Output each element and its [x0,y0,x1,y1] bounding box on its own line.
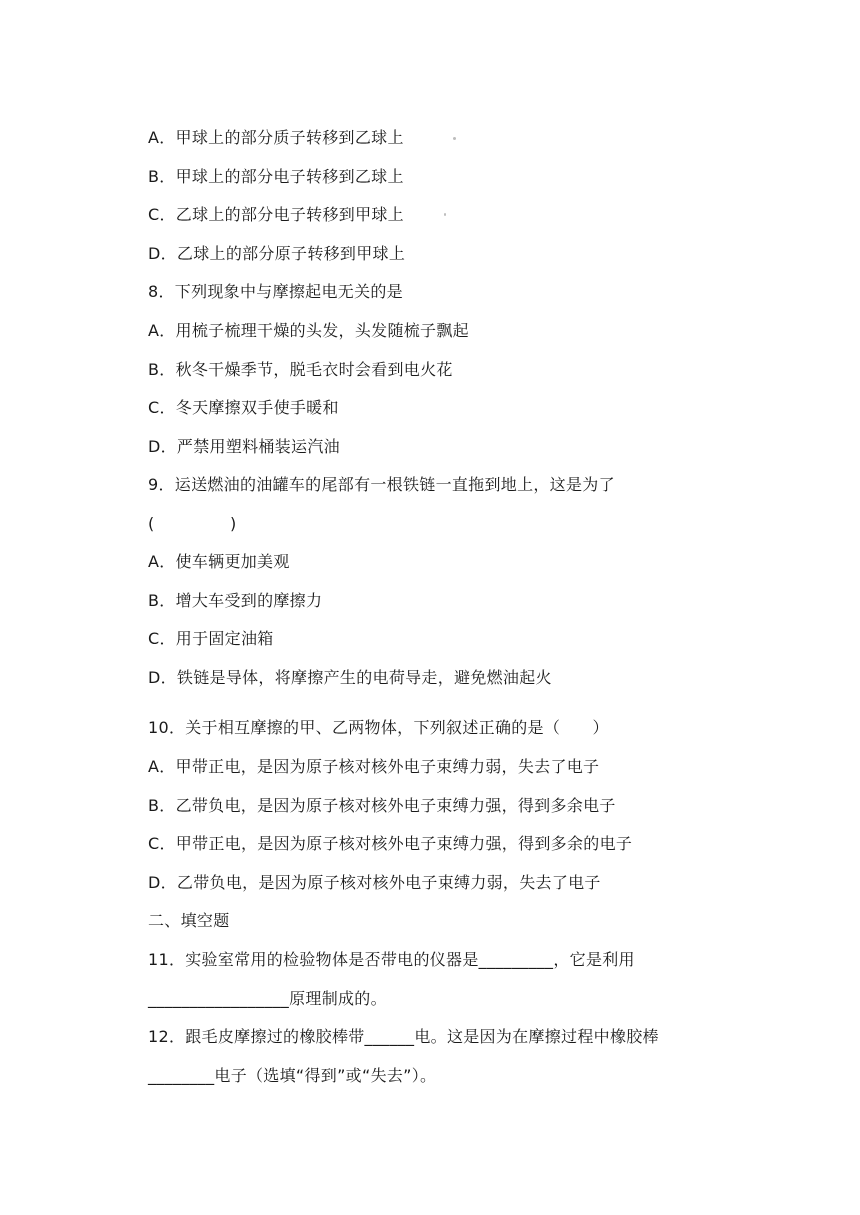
question-12: 12．跟毛皮摩擦过的橡胶棒带______电。这是因为在摩擦过程中橡胶棒 [148,1027,659,1046]
question-12-continued: ________电子（选填“得到”或“失去”）。 [148,1066,437,1085]
question-9-answer-bracket: ( ) [148,514,237,533]
option-a-q9: A．使车辆更加美观 [148,552,290,571]
option-c-q10: C．甲带正电，是因为原子核对核外电子束缚力强，得到多余的电子 [148,834,633,853]
option-d-q8: D．严禁用塑料桶装运汽油 [148,437,340,456]
question-9: 9．运送燃油的油罐车的尾部有一根铁链一直拖到地上，这是为了 [148,475,615,494]
question-10: 10．关于相互摩擦的甲、乙两物体，下列叙述正确的是（ ） [148,718,609,737]
option-b-q9: B．增大车受到的摩擦力 [148,591,323,610]
question-8: 8．下列现象中与摩擦起电无关的是 [148,282,403,301]
option-d-q7: D．乙球上的部分原子转移到甲球上 [148,244,406,263]
scan-speck [453,137,456,140]
question-11: 11．实验室常用的检验物体是否带电的仪器是_________，它是利用 [148,950,635,969]
option-a-q8: A．用梳子梳理干燥的头发，头发随梳子飘起 [148,321,469,340]
option-c-q8: C．冬天摩擦双手使手暖和 [148,398,339,417]
option-a-q10: A．甲带正电，是因为原子核对核外电子束缚力弱，失去了电子 [148,757,600,776]
question-11-continued: _________________原理制成的。 [148,989,387,1008]
option-c-q9: C．用于固定油箱 [148,629,274,648]
option-c-q7: C．乙球上的部分电子转移到甲球上 [148,205,404,224]
option-b-q8: B．秋冬干燥季节，脱毛衣时会看到电火花 [148,360,453,379]
option-b-q7: B．甲球上的部分电子转移到乙球上 [148,167,404,186]
scan-speck [444,213,446,216]
option-d-q10: D．乙带负电，是因为原子核对核外电子束缚力弱，失去了电子 [148,873,601,892]
section-heading-fill-in: 二、填空题 [148,911,230,930]
option-b-q10: B．乙带负电，是因为原子核对核外电子束缚力强，得到多余电子 [148,796,616,815]
option-a-q7: A．甲球上的部分质子转移到乙球上 [148,128,404,147]
option-d-q9: D．铁链是导体，将摩擦产生的电荷导走，避免燃油起火 [148,668,552,687]
